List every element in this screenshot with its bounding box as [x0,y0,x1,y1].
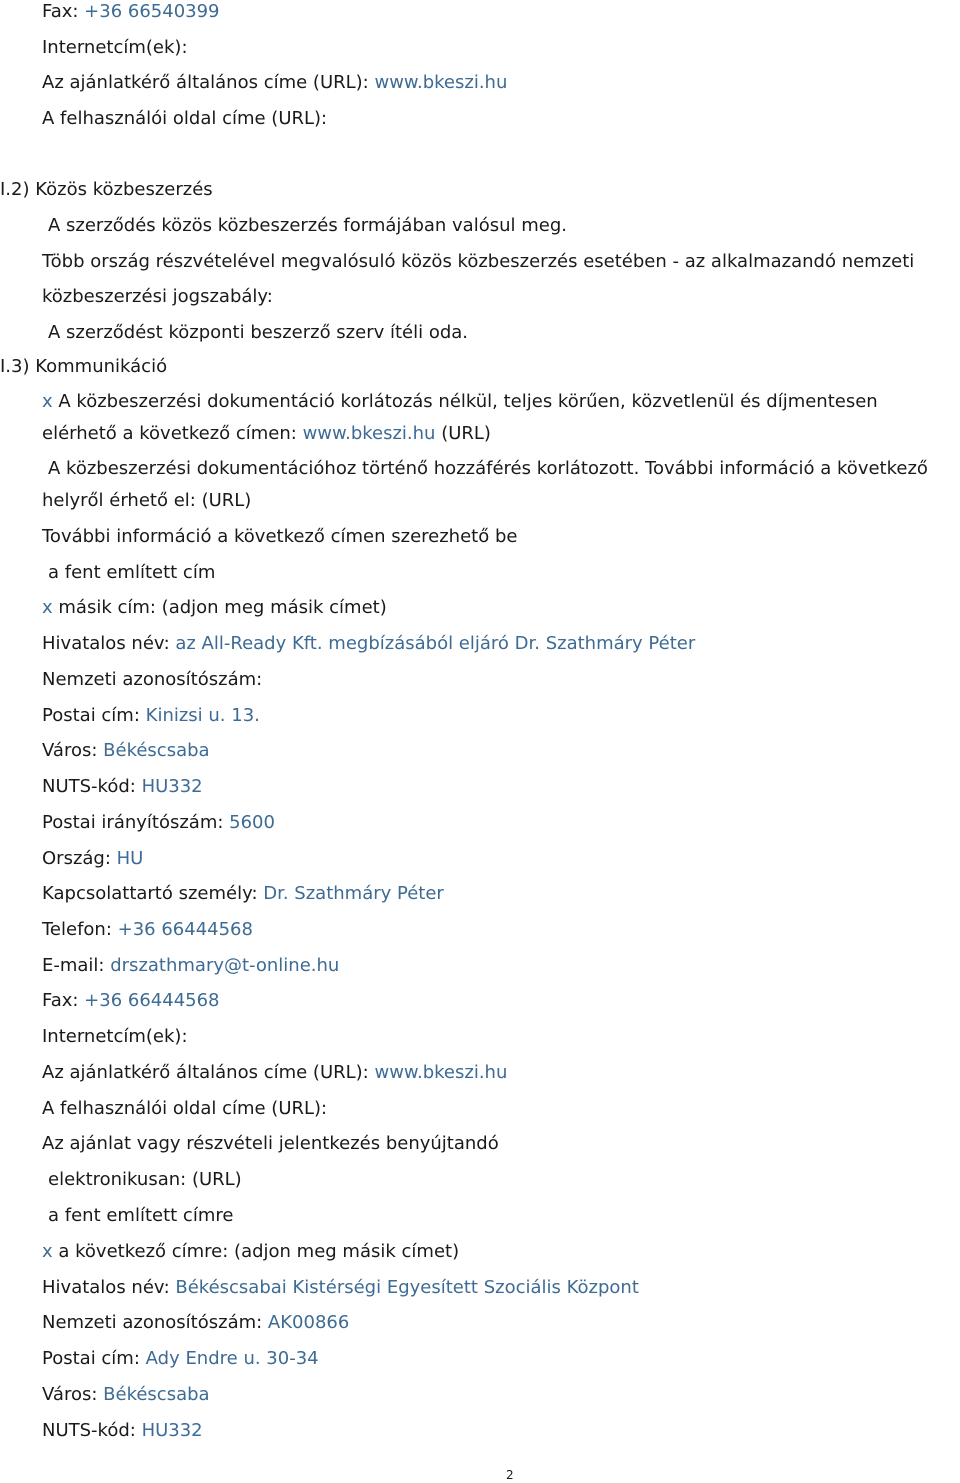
doc-unrestricted-option [42,390,878,414]
phone-label: Telefon: [42,919,118,940]
postal-address-line [42,704,260,728]
buyer-profile-url-line-2 [42,1097,327,1121]
internet-address-label: Internetcím(ek): [42,37,188,58]
additional-info-label: További információ a következő címen szerezhető be [42,526,518,547]
other-address-label: másik cím: (adjon meg másik címet) [52,597,387,618]
general-url-link[interactable]: www.bkeszi.hu [374,72,508,93]
above-address-submission-option [48,1204,233,1228]
national-id-line [42,668,262,692]
postal-address-line-2 [42,1347,319,1371]
electronic-submission-label: elektronikusan: (URL) [48,1169,242,1190]
doc-address-line [42,422,491,446]
general-url-line [42,71,507,95]
city-label: Város: [42,740,104,761]
buyer-profile-url-label: A felhasználói oldal címe (URL): [42,108,328,129]
email-line [42,954,339,978]
postal-address-value: Kinizsi u. 13. [145,705,260,726]
city-value: Békéscsaba [103,740,210,761]
doc-unrestricted-label: A közbeszerzési dokumentáció korlátozás nélkül, teljes körűen, közvetlenül és díjmentesen [52,391,878,412]
electronic-submission-option [48,1168,242,1192]
multi-country-label: Több ország részvételével megvalósuló közös közbeszerzés esetében - az alkalmazandó nemzeti [42,251,915,272]
contact-person-value: Dr. Szathmáry Péter [263,883,444,904]
doc-address-label: elérhető a következő címen: [42,423,303,444]
country-line [42,847,143,871]
email-label: E-mail: [42,955,111,976]
postal-address-label: Postai cím: [42,705,146,726]
above-address-option [48,561,215,585]
doc-restricted-option [48,457,928,481]
national-id-label: Nemzeti azonosítószám: [42,669,263,690]
central-purchasing-label: A szerződést központi beszerző szerv ítéli oda. [48,322,469,343]
multi-country-text [42,250,914,274]
submission-text [42,1132,499,1156]
doc-address-link[interactable]: www.bkeszi.hu [302,423,436,444]
above-address-label: a fent említett cím [48,562,216,583]
joint-procurement-text [48,214,567,238]
submission-label: Az ajánlat vagy részvételi jelentkezés benyújtandó [42,1133,499,1154]
following-address-option [42,1240,459,1264]
buyer-profile-url-line [42,107,327,131]
contact-person-line [42,882,444,906]
general-url-line-2 [42,1061,507,1085]
phone-line [42,918,253,942]
country-value: HU [116,848,144,869]
general-url-link[interactable]: www.bkeszi.hu [374,1062,508,1083]
doc-restricted-cont-label: helyről érhető el: (URL) [42,490,252,511]
general-url-label: Az ajánlatkérő általános címe (URL): [42,1062,375,1083]
checked-mark: x [42,391,53,412]
phone-value: +36 66444568 [117,919,253,940]
nuts-code-label: NUTS-kód: [42,776,142,797]
section-i3-title: I.3) Kommunikáció [0,356,168,377]
central-purchasing-text [48,321,468,345]
email-link[interactable]: drszathmary@t-online.hu [110,955,340,976]
checked-mark: x [42,597,53,618]
national-law-text [42,285,273,309]
joint-procurement-label: A szerződés közös közbeszerzés formájában valósul meg. [48,215,567,236]
doc-address-suffix: (URL) [435,423,491,444]
official-name-label: Hivatalos név: [42,1277,176,1298]
city-line [42,739,210,763]
national-id-value: AK00866 [267,1312,350,1333]
fax-value: +36 66444568 [84,990,220,1011]
other-address-option [42,596,387,620]
national-id-label: Nemzeti azonosítószám: [42,1312,268,1333]
national-law-label: közbeszerzési jogszabály: [42,286,273,307]
city-line-2 [42,1383,210,1407]
following-address-label: a következő címre: (adjon meg másik címet) [52,1241,460,1262]
fax-label: Fax: [42,990,85,1011]
official-name-label: Hivatalos név: [42,633,176,654]
section-i2-title: I.2) Közös közbeszerzés [0,179,213,200]
fax-label: Fax: [42,1,85,22]
nuts-code-label: NUTS-kód: [42,1420,142,1441]
section-i2-heading [0,178,213,202]
fax-line [42,0,220,24]
postal-code-line [42,811,275,835]
national-id-line-2 [42,1311,349,1335]
official-name-value: Békéscsabai Kistérségi Egyesített Szociális Központ [175,1277,639,1298]
above-address-submission-label: a fent említett címre [48,1205,234,1226]
internet-address-label: Internetcím(ek): [42,1026,188,1047]
official-name-line-2 [42,1276,639,1300]
postal-code-label: Postai irányítószám: [42,812,230,833]
city-value: Békéscsaba [103,1384,210,1405]
nuts-code-value: HU332 [141,776,203,797]
internet-address-heading-2 [42,1025,188,1049]
postal-code-value: 5600 [229,812,275,833]
doc-restricted-label: A közbeszerzési dokumentációhoz történő hozzáférés korlátozott. További információ a következő [48,458,928,479]
doc-restricted-continued [42,489,251,513]
checked-mark: x [42,1241,53,1262]
official-name-value: az All-Ready Kft. megbízásából eljáró Dr. Szathmáry Péter [175,633,696,654]
nuts-code-line-2 [42,1419,203,1443]
nuts-code-line [42,775,203,799]
buyer-profile-url-label: A felhasználói oldal címe (URL): [42,1098,328,1119]
contact-person-label: Kapcsolattartó személy: [42,883,264,904]
section-i3-heading [0,355,167,379]
general-url-label: Az ajánlatkérő általános címe (URL): [42,72,375,93]
official-name-line [42,632,695,656]
page-number: 2 [506,1468,514,1482]
country-label: Ország: [42,848,117,869]
nuts-code-value: HU332 [141,1420,203,1441]
postal-address-value: Ady Endre u. 30-34 [145,1348,319,1369]
city-label: Város: [42,1384,104,1405]
internet-address-heading [42,36,188,60]
fax-line-2 [42,989,220,1013]
fax-value: +36 66540399 [84,1,220,22]
postal-address-label: Postai cím: [42,1348,146,1369]
additional-info-text [42,525,517,549]
